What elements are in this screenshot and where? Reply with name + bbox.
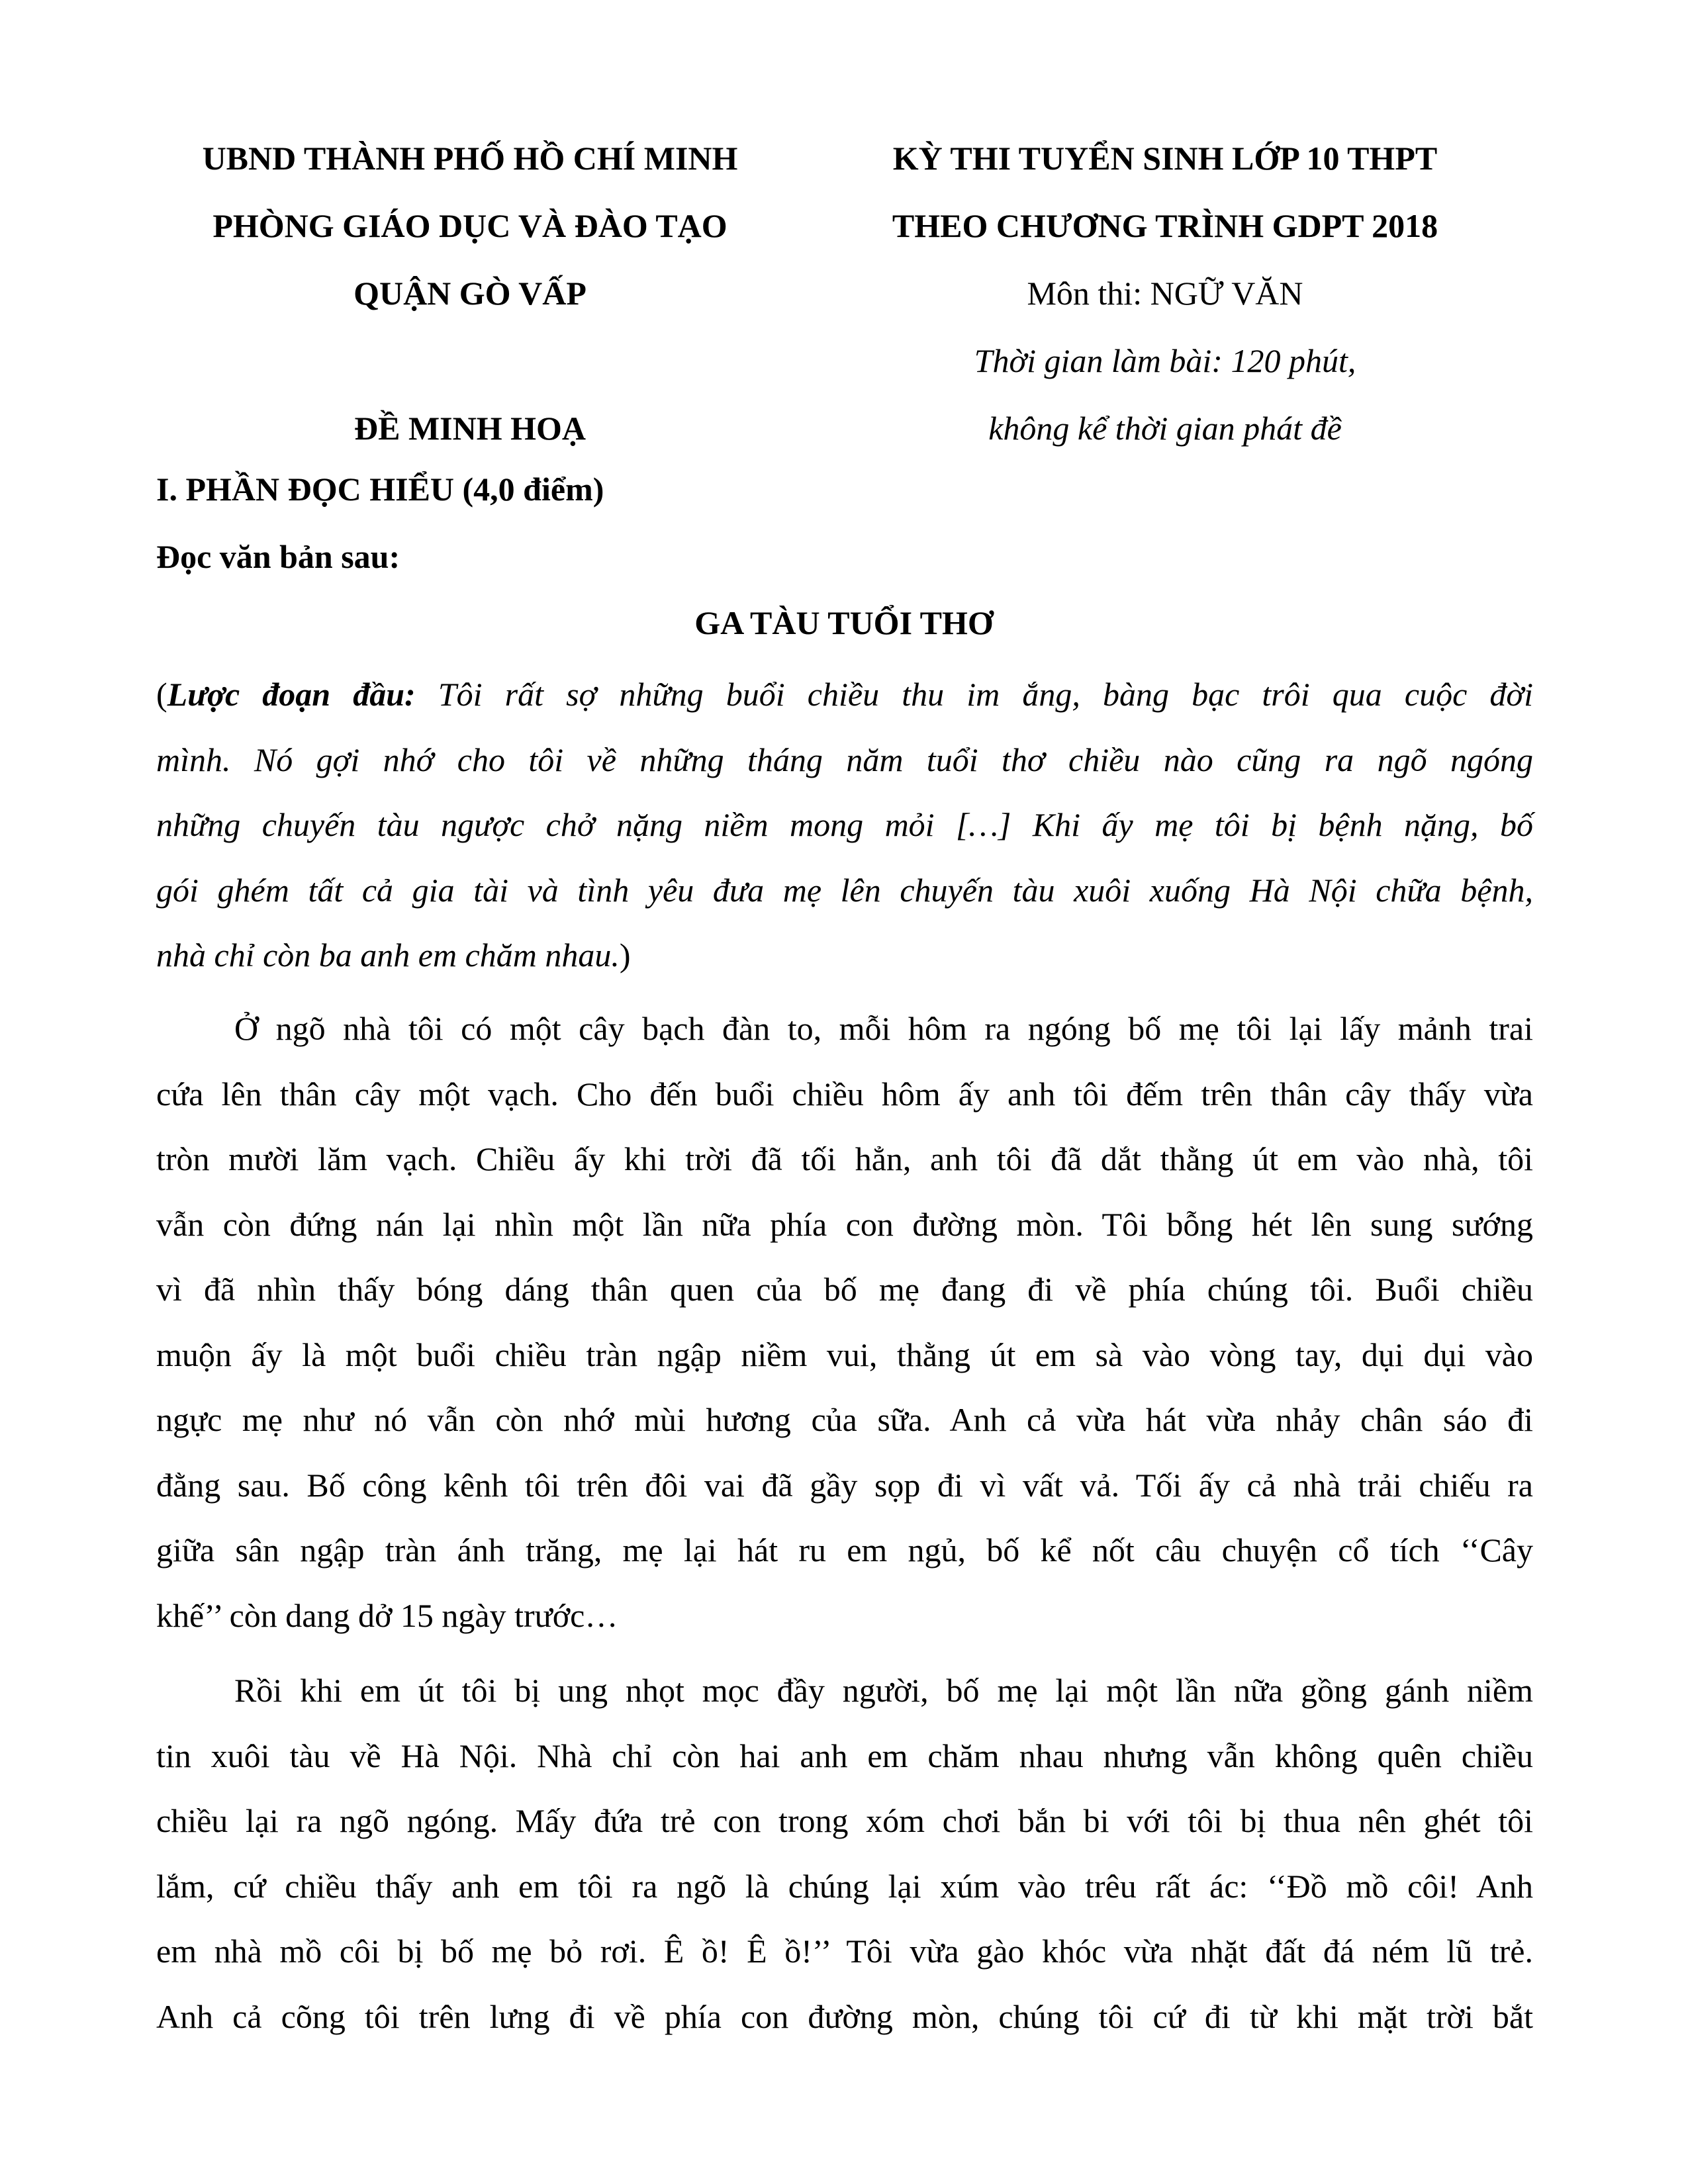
- reading-instruction: Đọc văn bản sau:: [156, 538, 400, 575]
- paragraph-line: đằng sau. Bố công kênh tôi trên đôi vai đã gầy sọp đi vì vất vả. Tối ấy cả nhà trải chiếu ra: [156, 1466, 1533, 1504]
- paragraph-line: vẫn còn đứng nán lại nhìn một lần nữa phía con đường mòn. Tôi bỗng hét lên sung sướng: [156, 1205, 1533, 1243]
- exam-subject: Môn thi: NGỮ VĂN: [1027, 275, 1303, 312]
- issuer-line-2: PHÒNG GIÁO DỤC VÀ ĐÀO TẠO: [212, 207, 727, 244]
- paragraph-line: em nhà mồ côi bị bố mẹ bỏ rơi. Ê ồ! Ê ồ!’’ Tôi vừa gào khóc vừa nhặt đất đá ném lũ trẻ.: [156, 1933, 1533, 1970]
- paragraph-line: giữa sân ngập tràn ánh trăng, mẹ lại hát ru em ngủ, bố kể nốt câu chuyện cổ tích ‘‘Cây: [156, 1531, 1533, 1569]
- story-paragraph-2: [156, 1658, 1533, 2049]
- header-spacer: [146, 327, 794, 394]
- paragraph-line: khế’’ còn dang dở 15 ngày trước…: [156, 1596, 618, 1634]
- summary-text: nhà chỉ còn ba anh em chăm nhau.: [156, 936, 620, 974]
- exam-type-label: ĐỀ MINH HOẠ: [354, 410, 586, 447]
- summary-label: Lược đoạn đầu:: [167, 676, 416, 713]
- issuer-line-3: QUẬN GÒ VẤP: [353, 275, 586, 312]
- paragraph-line: Anh cả cõng tôi trên lưng đi về phía con đường mòn, chúng tôi cứ đi từ khi mặt trời bắt: [156, 1997, 1533, 2035]
- paragraph-line: tin xuôi tàu về Hà Nội. Nhà chỉ còn hai anh em chăm nhau nhưng vẫn không quên chiều: [156, 1737, 1533, 1774]
- paragraph-line: ngực mẹ như nó vẫn còn nhớ mùi hương của sữa. Anh cả vừa hát vừa nhảy chân sáo đi: [156, 1401, 1533, 1438]
- paragraph-line: muộn ấy là một buổi chiều tràn ngập niềm vui, thằng út em sà vào vòng tay, dụi dụi vào: [156, 1336, 1533, 1373]
- story-paragraph-1: [156, 996, 1533, 1648]
- paragraph-line: tròn mười lăm vạch. Chiều ấy khi trời đã tối hẳn, anh tôi đã dắt thằng út em vào nhà, tôi: [156, 1140, 1533, 1177]
- exam-title-line-2: THEO CHƯƠNG TRÌNH GDPT 2018: [892, 207, 1438, 244]
- paragraph-line: chiều lại ra ngõ ngóng. Mấy đứa trẻ con trong xóm chơi bắn bi với tôi bị thua nên ghét tôi: [156, 1802, 1533, 1839]
- summary-line: mình. Nó gợi nhớ cho tôi về những tháng năm tuổi thơ chiều nào cũng ra ngõ ngóng: [156, 741, 1533, 778]
- story-summary: [156, 662, 1533, 988]
- paragraph-line: lắm, cứ chiều thấy anh em tôi ra ngõ là chúng lại xúm vào trêu rất ác: ‘‘Đồ mồ côi! Anh: [156, 1867, 1533, 1905]
- exam-duration: Thời gian làm bài: 120 phút,: [974, 342, 1356, 379]
- summary-line: [156, 923, 1533, 988]
- issuer-line-1: UBND THÀNH PHỐ HỒ CHÍ MINH: [202, 140, 738, 177]
- summary-text: Tôi rất sợ những buổi chiều thu im ắng, bàng bạc trôi qua cuộc đời: [415, 676, 1533, 713]
- summary-line: gói ghém tất cả gia tài và tình yêu đưa mẹ lên chuyến tàu xuôi xuống Hà Nội chữa bệnh,: [156, 871, 1533, 909]
- issuer-header: [146, 124, 794, 462]
- summary-line: những chuyến tàu ngược chở nặng niềm mong mỏi […] Khi ấy mẹ tôi bị bệnh nặng, bố: [156, 806, 1533, 843]
- summary-open-paren: (: [156, 676, 167, 713]
- exam-title-line-1: KỲ THI TUYỂN SINH LỚP 10 THPT: [892, 140, 1438, 177]
- paragraph-line: Ở ngõ nhà tôi có một cây bạch đàn to, mỗi hôm ra ngóng bố mẹ tôi lại lấy mảnh trai: [234, 1010, 1533, 1047]
- paragraph-line: Rồi khi em út tôi bị ung nhọt mọc đầy người, bố mẹ lại một lần nữa gồng gánh niềm: [234, 1672, 1533, 1709]
- paragraph-line: cứa lên thân cây một vạch. Cho đến buổi chiều hôm ấy anh tôi đếm trên thân cây thấy vừa: [156, 1075, 1533, 1113]
- paragraph-line: vì đã nhìn thấy bóng dáng thân quen của bố mẹ đang đi về phía chúng tôi. Buổi chiều: [156, 1271, 1533, 1308]
- exam-duration-note: không kể thời gian phát đề: [988, 410, 1342, 447]
- summary-close-paren: ): [619, 936, 631, 974]
- section-title: I. PHẦN ĐỌC HIỂU (4,0 điểm): [156, 471, 604, 508]
- story-title: GA TÀU TUỔI THƠ: [694, 604, 994, 641]
- exam-info-header: [827, 124, 1503, 462]
- summary-line: [156, 662, 1533, 727]
